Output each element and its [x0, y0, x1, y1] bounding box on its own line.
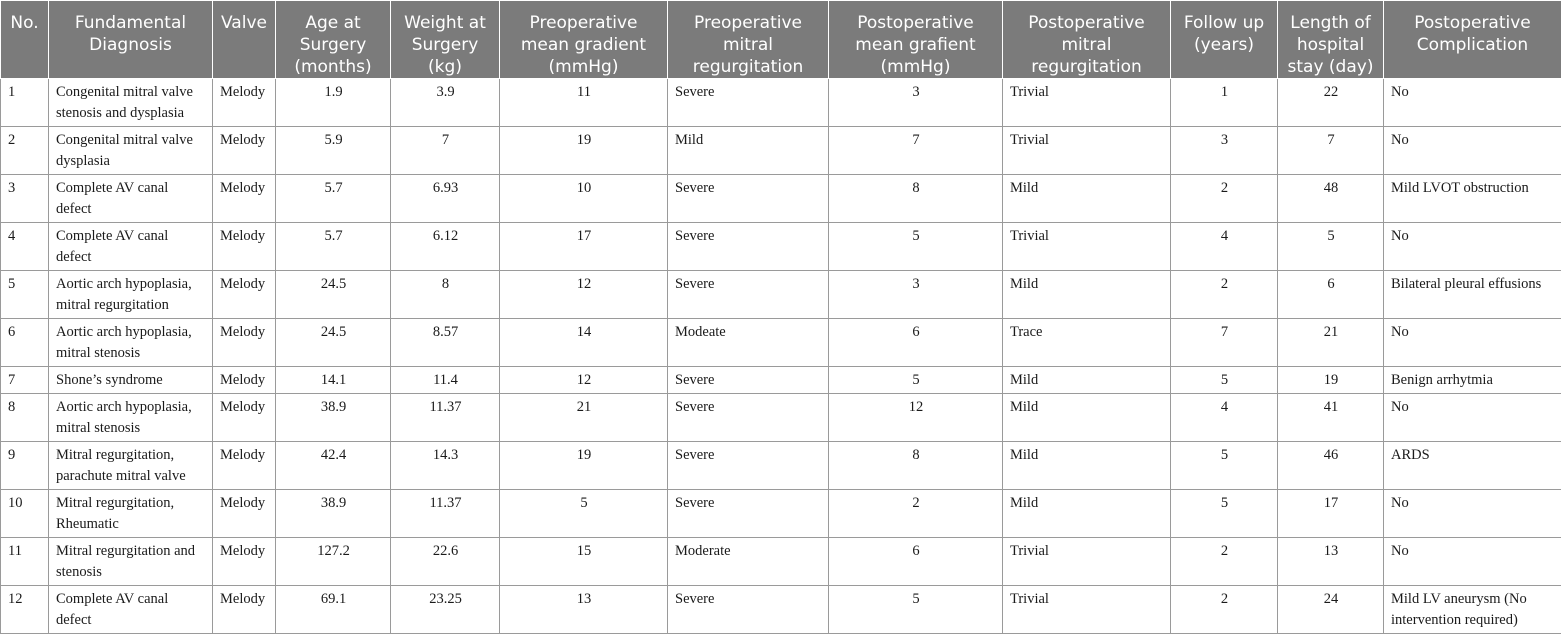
cell-diagnosis: Aortic arch hypoplasia, mitral stenosis: [49, 319, 213, 367]
cell-diagnosis: Mitral regurgitation and stenosis: [49, 538, 213, 586]
table-row: [1, 223, 1561, 271]
cell-postop-regurgitation: Trivial: [1003, 538, 1171, 586]
cell-complication: No: [1384, 223, 1561, 271]
cell-follow-up: 5: [1171, 367, 1278, 394]
cell-weight: 6.12: [391, 223, 500, 271]
cell-preop-gradient: 12: [500, 367, 668, 394]
cell-preop-gradient: 13: [500, 586, 668, 634]
cell-weight: 23.25: [391, 586, 500, 634]
cell-complication: Mild LVOT obstruction: [1384, 175, 1561, 223]
cell-postop-gradient: 8: [829, 175, 1003, 223]
cell-valve: Melody: [213, 271, 276, 319]
header-preop-regurgitation: Preoperative mitral regurgitation: [668, 1, 829, 79]
cell-postop-gradient: 5: [829, 586, 1003, 634]
cell-complication: No: [1384, 127, 1561, 175]
cell-follow-up: 2: [1171, 175, 1278, 223]
cell-hospital-stay: 5: [1278, 223, 1384, 271]
cell-postop-regurgitation: Mild: [1003, 490, 1171, 538]
header-complication: Postoperative Complication: [1384, 1, 1561, 79]
cell-preop-gradient: 17: [500, 223, 668, 271]
cell-follow-up: 4: [1171, 223, 1278, 271]
cell-postop-regurgitation: Trivial: [1003, 127, 1171, 175]
cell-complication: Mild LV aneurysm (No intervention required): [1384, 586, 1561, 634]
cell-weight: 8.57: [391, 319, 500, 367]
cell-no: 3: [1, 175, 49, 223]
cell-complication: Benign arrhytmia: [1384, 367, 1561, 394]
cell-follow-up: 4: [1171, 394, 1278, 442]
cell-postop-regurgitation: Mild: [1003, 271, 1171, 319]
cell-preop-gradient: 14: [500, 319, 668, 367]
cell-postop-regurgitation: Trace: [1003, 319, 1171, 367]
cell-follow-up: 3: [1171, 127, 1278, 175]
cell-postop-regurgitation: Mild: [1003, 367, 1171, 394]
cell-preop-gradient: 12: [500, 271, 668, 319]
cell-preop-regurgitation: Mild: [668, 127, 829, 175]
cell-diagnosis: Mitral regurgitation, parachute mitral valve: [49, 442, 213, 490]
cell-weight: 11.4: [391, 367, 500, 394]
cell-age: 42.4: [276, 442, 391, 490]
cell-preop-gradient: 11: [500, 79, 668, 127]
cell-hospital-stay: 22: [1278, 79, 1384, 127]
cell-postop-gradient: 3: [829, 79, 1003, 127]
cell-postop-gradient: 2: [829, 490, 1003, 538]
cell-age: 5.7: [276, 175, 391, 223]
cell-hospital-stay: 6: [1278, 271, 1384, 319]
cell-diagnosis: Mitral regurgitation, Rheumatic: [49, 490, 213, 538]
cell-valve: Melody: [213, 175, 276, 223]
cell-weight: 11.37: [391, 394, 500, 442]
cell-complication: Bilateral pleural effusions: [1384, 271, 1561, 319]
cell-preop-regurgitation: Severe: [668, 367, 829, 394]
cell-hospital-stay: 21: [1278, 319, 1384, 367]
cell-hospital-stay: 13: [1278, 538, 1384, 586]
cell-diagnosis: Complete AV canal defect: [49, 175, 213, 223]
table-row: [1, 442, 1561, 490]
table-row: [1, 490, 1561, 538]
cell-no: 5: [1, 271, 49, 319]
header-row: [1, 1, 1561, 79]
cell-hospital-stay: 48: [1278, 175, 1384, 223]
cell-valve: Melody: [213, 538, 276, 586]
header-postop-gradient: Postoperative mean grafient (mmHg): [829, 1, 1003, 79]
cell-age: 5.7: [276, 223, 391, 271]
header-follow-up: Follow up (years): [1171, 1, 1278, 79]
cell-weight: 11.37: [391, 490, 500, 538]
cell-hospital-stay: 24: [1278, 586, 1384, 634]
cell-valve: Melody: [213, 79, 276, 127]
cell-no: 6: [1, 319, 49, 367]
cell-age: 38.9: [276, 394, 391, 442]
cell-postop-regurgitation: Mild: [1003, 175, 1171, 223]
cell-no: 9: [1, 442, 49, 490]
cell-complication: ARDS: [1384, 442, 1561, 490]
cell-weight: 22.6: [391, 538, 500, 586]
header-postop-regurgitation: Postoperative mitral regurgitation: [1003, 1, 1171, 79]
cell-preop-regurgitation: Severe: [668, 490, 829, 538]
cell-diagnosis: Aortic arch hypoplasia, mitral regurgitation: [49, 271, 213, 319]
cell-age: 14.1: [276, 367, 391, 394]
cell-follow-up: 5: [1171, 442, 1278, 490]
cell-valve: Melody: [213, 319, 276, 367]
cell-no: 4: [1, 223, 49, 271]
table-row: [1, 319, 1561, 367]
cell-valve: Melody: [213, 490, 276, 538]
cell-postop-regurgitation: Trivial: [1003, 223, 1171, 271]
cell-preop-regurgitation: Modeate: [668, 319, 829, 367]
cell-postop-gradient: 3: [829, 271, 1003, 319]
cell-postop-gradient: 5: [829, 367, 1003, 394]
cell-follow-up: 2: [1171, 271, 1278, 319]
cell-no: 2: [1, 127, 49, 175]
cell-no: 12: [1, 586, 49, 634]
header-hospital-stay: Length of hospital stay (day): [1278, 1, 1384, 79]
cell-valve: Melody: [213, 442, 276, 490]
cell-postop-gradient: 12: [829, 394, 1003, 442]
table-row: [1, 538, 1561, 586]
cell-valve: Melody: [213, 223, 276, 271]
table-row: [1, 79, 1561, 127]
table-header: [1, 1, 1561, 79]
cell-preop-gradient: 10: [500, 175, 668, 223]
cell-weight: 8: [391, 271, 500, 319]
cell-no: 8: [1, 394, 49, 442]
cell-preop-regurgitation: Severe: [668, 586, 829, 634]
cell-hospital-stay: 19: [1278, 367, 1384, 394]
table-row: [1, 175, 1561, 223]
cell-age: 24.5: [276, 319, 391, 367]
cell-hospital-stay: 7: [1278, 127, 1384, 175]
cell-diagnosis: Congenital mitral valve stenosis and dysplasia: [49, 79, 213, 127]
cell-preop-gradient: 5: [500, 490, 668, 538]
cell-postop-regurgitation: Trivial: [1003, 586, 1171, 634]
cell-follow-up: 5: [1171, 490, 1278, 538]
cell-no: 1: [1, 79, 49, 127]
cell-postop-regurgitation: Trivial: [1003, 79, 1171, 127]
cell-age: 24.5: [276, 271, 391, 319]
cell-postop-gradient: 6: [829, 319, 1003, 367]
cell-age: 5.9: [276, 127, 391, 175]
cell-weight: 7: [391, 127, 500, 175]
cell-preop-gradient: 21: [500, 394, 668, 442]
cell-postop-regurgitation: Mild: [1003, 442, 1171, 490]
cell-postop-gradient: 8: [829, 442, 1003, 490]
cell-age: 69.1: [276, 586, 391, 634]
table-body: [1, 79, 1561, 634]
cell-hospital-stay: 41: [1278, 394, 1384, 442]
cell-preop-regurgitation: Severe: [668, 394, 829, 442]
cell-age: 38.9: [276, 490, 391, 538]
cell-diagnosis: Shone’s syndrome: [49, 367, 213, 394]
table-row: [1, 271, 1561, 319]
cell-follow-up: 2: [1171, 586, 1278, 634]
cell-valve: Melody: [213, 586, 276, 634]
table-row: [1, 127, 1561, 175]
cell-preop-gradient: 19: [500, 127, 668, 175]
table-row: [1, 394, 1561, 442]
header-valve: Valve: [213, 1, 276, 79]
cell-preop-gradient: 15: [500, 538, 668, 586]
cell-no: 7: [1, 367, 49, 394]
cell-preop-regurgitation: Severe: [668, 175, 829, 223]
cell-postop-gradient: 5: [829, 223, 1003, 271]
header-diagnosis: Fundamental Diagnosis: [49, 1, 213, 79]
cell-follow-up: 1: [1171, 79, 1278, 127]
header-no: No.: [1, 1, 49, 79]
cell-diagnosis: Complete AV canal defect: [49, 223, 213, 271]
cell-hospital-stay: 17: [1278, 490, 1384, 538]
header-preop-gradient: Preoperative mean gradient (mmHg): [500, 1, 668, 79]
cell-complication: No: [1384, 394, 1561, 442]
cell-diagnosis: Congenital mitral valve dysplasia: [49, 127, 213, 175]
header-weight: Weight at Surgery (kg): [391, 1, 500, 79]
cell-preop-gradient: 19: [500, 442, 668, 490]
cell-valve: Melody: [213, 367, 276, 394]
cell-age: 1.9: [276, 79, 391, 127]
cell-preop-regurgitation: Severe: [668, 79, 829, 127]
cell-weight: 6.93: [391, 175, 500, 223]
header-age: Age at Surgery (months): [276, 1, 391, 79]
cell-weight: 14.3: [391, 442, 500, 490]
cell-complication: No: [1384, 319, 1561, 367]
cell-preop-regurgitation: Severe: [668, 442, 829, 490]
cell-valve: Melody: [213, 394, 276, 442]
cell-no: 11: [1, 538, 49, 586]
table-row: [1, 586, 1561, 634]
cell-weight: 3.9: [391, 79, 500, 127]
cell-hospital-stay: 46: [1278, 442, 1384, 490]
cell-postop-regurgitation: Mild: [1003, 394, 1171, 442]
table-row: [1, 367, 1561, 394]
cell-follow-up: 2: [1171, 538, 1278, 586]
cell-complication: No: [1384, 538, 1561, 586]
cell-diagnosis: Aortic arch hypoplasia, mitral stenosis: [49, 394, 213, 442]
cell-complication: No: [1384, 79, 1561, 127]
cell-no: 10: [1, 490, 49, 538]
cell-preop-regurgitation: Moderate: [668, 538, 829, 586]
cell-postop-gradient: 7: [829, 127, 1003, 175]
cell-follow-up: 7: [1171, 319, 1278, 367]
cell-complication: No: [1384, 490, 1561, 538]
cell-age: 127.2: [276, 538, 391, 586]
cell-preop-regurgitation: Severe: [668, 271, 829, 319]
cell-preop-regurgitation: Severe: [668, 223, 829, 271]
cell-postop-gradient: 6: [829, 538, 1003, 586]
cell-diagnosis: Complete AV canal defect: [49, 586, 213, 634]
cell-valve: Melody: [213, 127, 276, 175]
